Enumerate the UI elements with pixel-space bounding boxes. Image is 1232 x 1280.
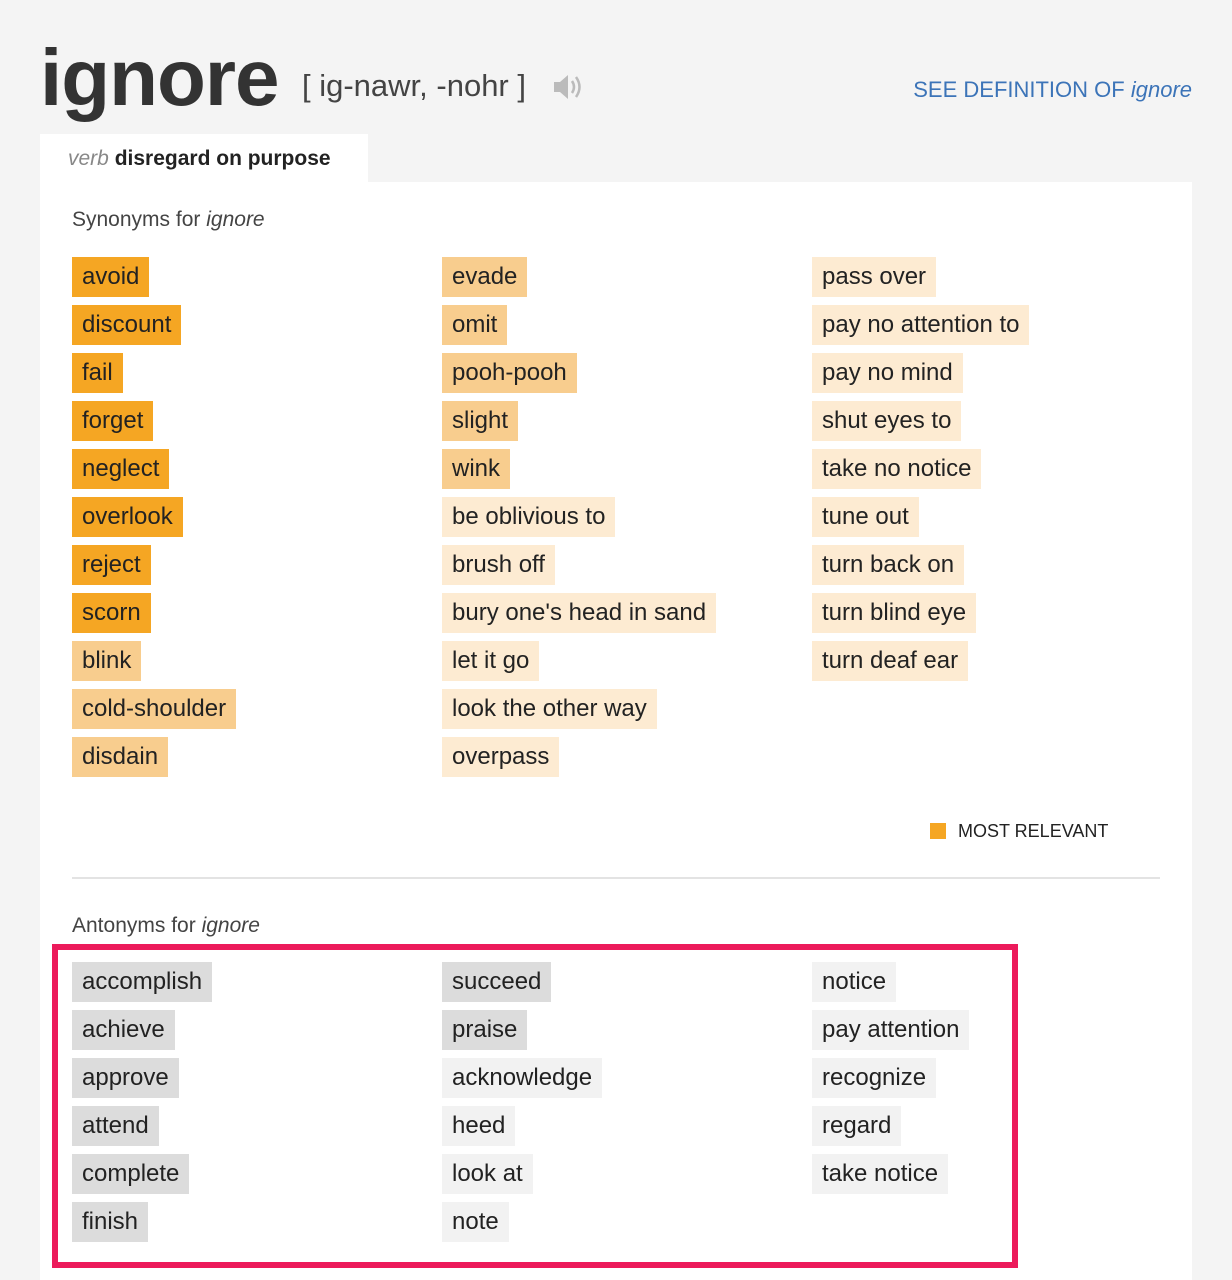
- antonym-chip[interactable]: succeed: [442, 962, 551, 1002]
- entry-header: [40, 30, 1192, 130]
- synonym-chip[interactable]: look the other way: [442, 689, 657, 729]
- antonym-chip[interactable]: acknowledge: [442, 1058, 602, 1098]
- antonym-chip[interactable]: look at: [442, 1154, 533, 1194]
- synonym-chip[interactable]: forget: [72, 401, 153, 441]
- synonym-chip[interactable]: take no notice: [812, 449, 981, 489]
- section-divider: [72, 877, 1160, 879]
- synonym-chip[interactable]: pay no mind: [812, 353, 963, 393]
- synonyms-heading-prefix: Synonyms for: [72, 208, 201, 231]
- synonyms-heading-word: ignore: [206, 208, 265, 231]
- antonym-chip[interactable]: accomplish: [72, 962, 212, 1002]
- antonym-chip[interactable]: notice: [812, 962, 896, 1002]
- synonym-chip[interactable]: evade: [442, 257, 527, 297]
- synonym-chip[interactable]: discount: [72, 305, 181, 345]
- synonym-chip[interactable]: scorn: [72, 593, 151, 633]
- synonym-chip[interactable]: turn blind eye: [812, 593, 976, 633]
- synonym-chip[interactable]: blink: [72, 641, 141, 681]
- synonyms-heading: [72, 207, 265, 233]
- pronunciation: [ ig-nawr, -nohr ]: [302, 68, 526, 103]
- antonym-chip[interactable]: heed: [442, 1106, 515, 1146]
- antonyms-heading-prefix: Antonyms for: [72, 914, 196, 937]
- synonym-chip[interactable]: omit: [442, 305, 507, 345]
- synonym-chip[interactable]: be oblivious to: [442, 497, 615, 537]
- synonym-chip[interactable]: wink: [442, 449, 510, 489]
- synonym-chip[interactable]: avoid: [72, 257, 149, 297]
- antonym-chip[interactable]: attend: [72, 1106, 159, 1146]
- synonym-chip[interactable]: disdain: [72, 737, 168, 777]
- sense-label: disregard on purpose: [114, 147, 331, 170]
- speaker-icon[interactable]: [550, 70, 584, 104]
- synonym-chip[interactable]: brush off: [442, 545, 555, 585]
- synonym-chip[interactable]: shut eyes to: [812, 401, 961, 441]
- synonym-chip[interactable]: overlook: [72, 497, 183, 537]
- antonym-chip[interactable]: achieve: [72, 1010, 175, 1050]
- see-definition-word: ignore: [1130, 77, 1192, 102]
- synonym-chip[interactable]: reject: [72, 545, 151, 585]
- synonym-chip[interactable]: bury one's head in sand: [442, 593, 716, 633]
- antonym-chip[interactable]: praise: [442, 1010, 527, 1050]
- antonyms-highlight-box: [52, 944, 1018, 1268]
- antonym-chip[interactable]: complete: [72, 1154, 189, 1194]
- synonym-chip[interactable]: let it go: [442, 641, 539, 681]
- synonym-chip[interactable]: turn deaf ear: [812, 641, 968, 681]
- antonym-chip[interactable]: pay attention: [812, 1010, 969, 1050]
- synonym-chip[interactable]: fail: [72, 353, 123, 393]
- antonyms-heading: [72, 913, 260, 939]
- synonym-chip[interactable]: cold-shoulder: [72, 689, 236, 729]
- antonym-chip[interactable]: approve: [72, 1058, 179, 1098]
- synonym-chip[interactable]: pooh-pooh: [442, 353, 577, 393]
- synonym-chip[interactable]: overpass: [442, 737, 559, 777]
- synonyms-column-1: [72, 257, 412, 785]
- tab-verb-disregard[interactable]: [40, 134, 368, 182]
- antonym-chip[interactable]: regard: [812, 1106, 901, 1146]
- antonyms-heading-word: ignore: [201, 914, 260, 937]
- see-definition-link[interactable]: [913, 76, 1192, 104]
- legend-swatch: [930, 823, 946, 839]
- synonyms-column-2: [442, 257, 782, 785]
- antonym-chip[interactable]: take notice: [812, 1154, 948, 1194]
- synonym-chip[interactable]: turn back on: [812, 545, 964, 585]
- headword: ignore: [40, 33, 279, 122]
- antonym-chip[interactable]: recognize: [812, 1058, 936, 1098]
- part-of-speech: verb: [68, 147, 109, 170]
- see-definition-prefix: SEE DEFINITION OF: [913, 77, 1125, 102]
- legend-label: MOST RELEVANT: [958, 821, 1109, 841]
- antonym-chip[interactable]: note: [442, 1202, 509, 1242]
- synonym-chip[interactable]: neglect: [72, 449, 169, 489]
- synonym-chip[interactable]: pay no attention to: [812, 305, 1029, 345]
- synonym-chip[interactable]: tune out: [812, 497, 919, 537]
- antonym-chip[interactable]: finish: [72, 1202, 148, 1242]
- relevance-legend: [930, 820, 1108, 842]
- synonyms-column-3: [812, 257, 1152, 689]
- synonym-chip[interactable]: slight: [442, 401, 518, 441]
- synonym-chip[interactable]: pass over: [812, 257, 936, 297]
